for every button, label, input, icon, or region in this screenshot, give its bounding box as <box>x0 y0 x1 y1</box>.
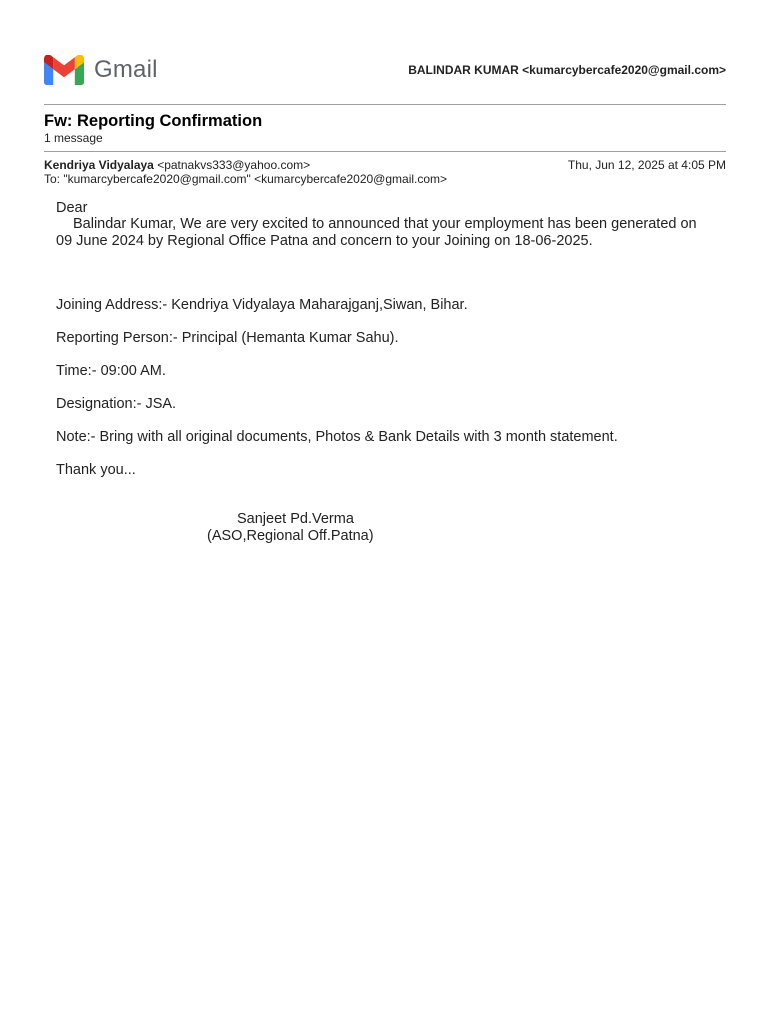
thread-subject: Fw: Reporting Confirmation <box>44 112 263 130</box>
message-date: Thu, Jun 12, 2025 at 4:05 PM <box>567 158 726 172</box>
closing-thanks: Thank you... <box>56 462 136 478</box>
header-divider <box>44 104 726 105</box>
designation: Designation:- JSA. <box>56 396 177 412</box>
sender-name: Kendriya Vidyalaya <box>44 158 154 172</box>
message-count: 1 message <box>44 131 103 145</box>
gmail-logo <box>44 55 158 85</box>
gmail-m-icon <box>44 55 84 85</box>
message-body-greeting <box>56 200 716 217</box>
signature-title: (ASO,Regional Off.Patna) <box>207 528 374 544</box>
account-identity: BALINDAR KUMAR <kumarcybercafe2020@gmail.com> <box>408 63 726 77</box>
message-body-paragraph <box>56 216 716 249</box>
joining-address: Joining Address:- Kendriya Vidyalaya Maharajganj,Siwan, Bihar. <box>56 297 468 313</box>
gmail-wordmark: Gmail <box>94 56 158 83</box>
note: Note:- Bring with all original documents, Photos & Bank Details with 3 month statement. <box>56 429 618 445</box>
subject-divider <box>44 151 726 152</box>
gmail-header <box>44 55 726 87</box>
intro-paragraph <box>56 216 716 249</box>
sender-email: <patnakvs333@yahoo.com> <box>157 158 311 172</box>
intro-paragraph-text: Balindar Kumar, We are very excited to announced that your employment has been generated on 09 June 2024 by Regional Office Patna and concern to your Joining on 18-06-2025. <box>56 216 697 249</box>
reporting-person: Reporting Person:- Principal (Hemanta Kumar Sahu). <box>56 330 399 346</box>
message-from <box>44 158 310 172</box>
greeting-text: Dear <box>56 200 88 216</box>
message-recipients: To: "kumarcybercafe2020@gmail.com" <kumarcybercafe2020@gmail.com> <box>44 172 448 186</box>
reporting-time: Time:- 09:00 AM. <box>56 363 166 379</box>
signature-name: Sanjeet Pd.Verma <box>237 511 354 527</box>
